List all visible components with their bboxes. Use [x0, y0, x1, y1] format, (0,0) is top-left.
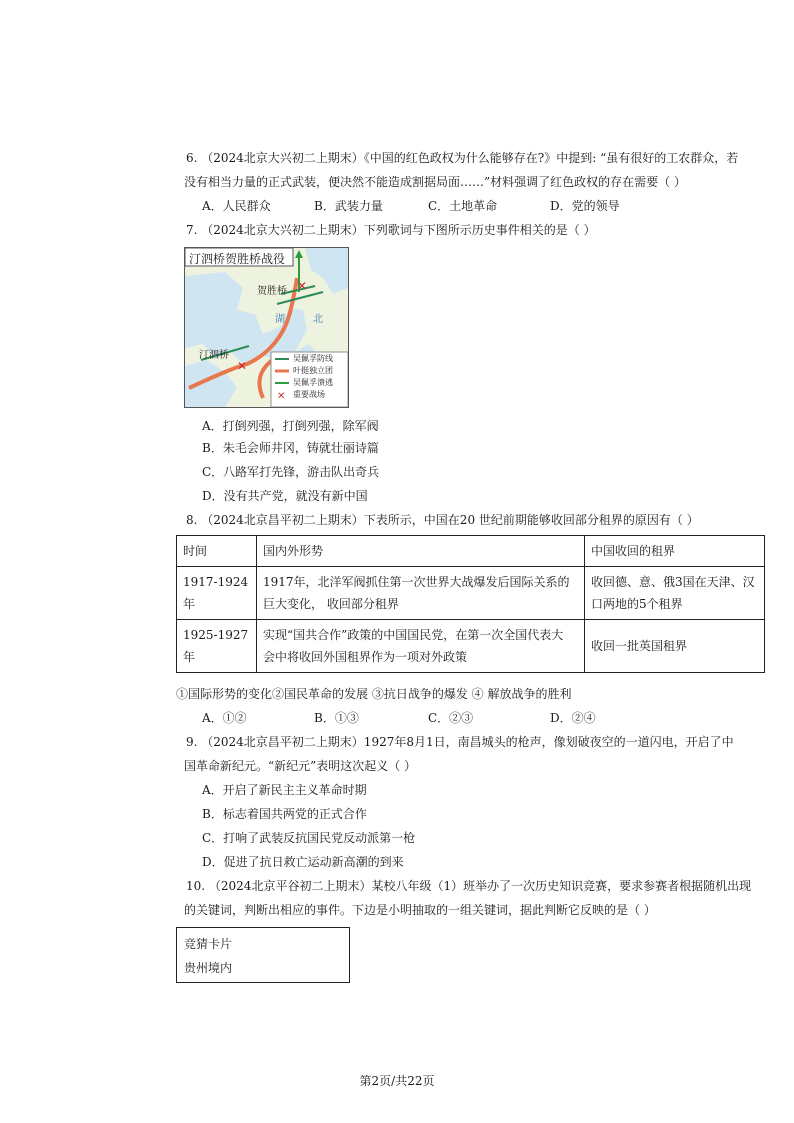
- table-header-row: [177, 536, 765, 567]
- table-header-time: 时间: [177, 536, 257, 567]
- guess-card: [176, 927, 350, 983]
- cell-text: 1925-1927: [183, 628, 249, 642]
- map-label-tingsi: 汀泗桥: [199, 350, 229, 361]
- battle-map: [184, 247, 349, 408]
- cell-text: 会中将收回外国租界作为一项对外政策: [263, 650, 468, 664]
- q8-option-a[interactable]: A．①②: [202, 711, 247, 725]
- map-label-bei: 北: [313, 314, 323, 325]
- page-number: 第2页/共22页: [359, 1074, 435, 1088]
- card-keyword: 贵州境内: [184, 961, 233, 975]
- cell-text: 年: [183, 650, 196, 664]
- battle-marker-hesheng: ✕: [297, 279, 308, 293]
- q8-statements: ①国际形势的变化②国民革命的发展 ③抗日战争的爆发 ④ 解放战争的胜利: [176, 687, 572, 701]
- q7-option-c[interactable]: C．八路军打先锋，游击队出奇兵: [202, 465, 380, 479]
- legend-swatch-battle: ✕: [277, 391, 286, 402]
- q6-option-a[interactable]: A．人民群众: [202, 199, 271, 213]
- q7-option-a[interactable]: A．打倒列强，打倒列强，除军阀: [202, 419, 379, 433]
- map-title: 汀泗桥贺胜桥战役: [189, 252, 286, 266]
- legend-label-defense: 吴佩孚防线: [293, 354, 333, 363]
- q7-option-b[interactable]: B．朱毛会师井冈，铸就壮丽诗篇: [202, 441, 379, 455]
- battle-marker-tingsi: ✕: [237, 359, 248, 373]
- q6-option-b[interactable]: B．武装力量: [314, 199, 383, 213]
- table-cell-time: [177, 620, 257, 673]
- q10-stem-line1: 10. （2024北京平谷初二上期末）某校八年级（1）班举办了一次历史知识竞赛，要求参赛者根据随机出现: [186, 879, 752, 893]
- q9-option-a[interactable]: A．开启了新民主主义革命时期: [202, 783, 367, 797]
- q8-option-c[interactable]: C．②③: [428, 711, 474, 725]
- table-cell-concession: [585, 567, 765, 620]
- q7-option-d[interactable]: D．没有共产党，就没有新中国: [202, 489, 368, 503]
- cell-text: 收回一批英国租界: [591, 639, 688, 653]
- legend-label-attack: 叶挺独立团: [293, 366, 333, 375]
- q8-option-b[interactable]: B．①③: [314, 711, 359, 725]
- map-label-hu: 湖: [275, 314, 285, 325]
- table-cell-situation: [257, 567, 585, 620]
- legend-label-battle: 重要战场: [293, 390, 325, 399]
- q8-stem: 8. （2024北京昌平初二上期末）下表所示，中国在20 世纪前期能够收回部分租界的原因有（ ）: [186, 513, 699, 527]
- card-title: 竞猜卡片: [184, 937, 233, 951]
- q7-stem: 7. （2024北京大兴初二上期末）下列歌词与下图所示历史事件相关的是（ ）: [186, 223, 596, 237]
- q8-table: [176, 535, 765, 673]
- q8-option-d[interactable]: D．②④: [550, 711, 596, 725]
- q10-stem-line2: 的关键词，判断出相应的事件。下边是小明抽取的一组关键词，据此判断它反映的是（ ）: [184, 903, 656, 917]
- q6-stem-line2: 没有相当力量的正式武装，便决然不能造成割据局面……”材料强调了红色政权的存在需要（ ）: [184, 175, 686, 189]
- table-row: [177, 620, 765, 673]
- table-cell-concession: [585, 620, 765, 673]
- cell-text: 年: [183, 597, 196, 611]
- legend-label-retreat: 吴佩孚溃逃: [293, 378, 333, 387]
- q9-stem-line2: 国革命新纪元。“新纪元”表明这次起义（ ）: [184, 759, 417, 773]
- cell-text: 口两地的5个租界: [591, 597, 683, 611]
- q6-option-d[interactable]: D．党的领导: [550, 199, 620, 213]
- q9-option-c[interactable]: C．打响了武装反抗国民党反动派第一枪: [202, 831, 416, 845]
- map-label-hesheng: 贺胜桥: [257, 286, 287, 297]
- q9-stem-line1: 9. （2024北京昌平初二上期末）1927年8月1日，南昌城头的枪声，像划破夜空的一道闪电，开启了中: [186, 735, 734, 749]
- cell-text: 1917年，北洋军阀抓住第一次世界大战爆发后国际关系的: [263, 575, 570, 589]
- table-cell-situation: [257, 620, 585, 673]
- cell-text: 收回德、意、俄3国在天津、汉: [591, 575, 755, 589]
- table-header-situation: 国内外形势: [257, 536, 585, 567]
- q6-option-c[interactable]: C．土地革命: [428, 199, 498, 213]
- table-cell-time: [177, 567, 257, 620]
- table-row: [177, 567, 765, 620]
- cell-text: 实现“国共合作”政策的中国国民党，在第一次全国代表大: [263, 628, 564, 642]
- q9-option-b[interactable]: B．标志着国共两党的正式合作: [202, 807, 367, 821]
- q6-stem-line1: 6. （2024北京大兴初二上期末）《中国的红色政权为什么能够存在?》中提到: “虽有很好的工农群众，若: [186, 151, 739, 165]
- q9-option-d[interactable]: D．促进了抗日救亡运动新高潮的到来: [202, 855, 404, 869]
- cell-text: 1917-1924: [183, 575, 249, 589]
- table-header-concession: 中国收回的租界: [585, 536, 765, 567]
- cell-text: 巨大变化， 收回部分租界: [263, 597, 399, 611]
